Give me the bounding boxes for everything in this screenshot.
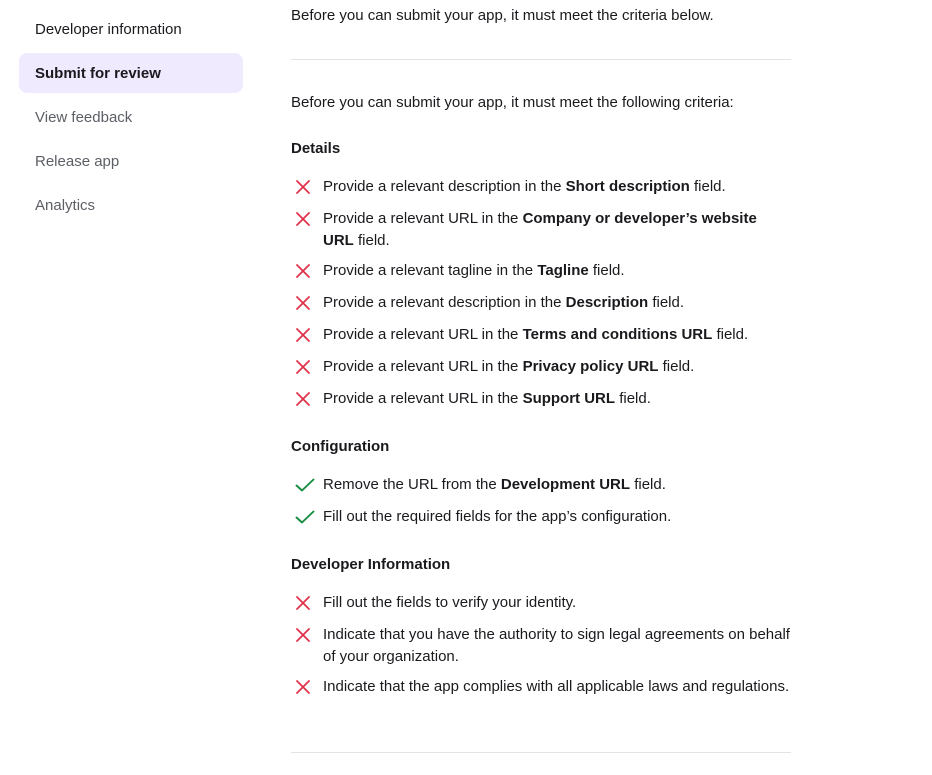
criteria-item-text [323,260,791,282]
x-icon [295,176,323,198]
criteria-item-text [323,292,791,314]
sidebar-item-label: Release app [35,152,120,170]
criteria-item-text [323,474,791,496]
x-icon [295,260,323,282]
criteria-text-pre: Provide a relevant URL in the [323,358,523,375]
criteria-field-name: Tagline [537,262,589,279]
criteria-text-pre: Provide a relevant URL in the [323,390,523,407]
criteria-item [291,676,791,698]
criteria-field-name: Short description [565,178,690,195]
sidebar-item-label: Developer information [35,20,182,38]
criteria-item-text [323,324,791,346]
criteria-item-text [323,592,791,614]
sidebar-item-label: Submit for review [35,64,161,82]
criteria-item [291,506,791,528]
criteria-text-pre: Provide a relevant description in the [323,294,566,311]
criteria-field-name: Company or developer’s website URL [323,210,757,249]
criteria-text-post: field. [712,326,749,343]
criteria-intro-text: Before you can submit your app, it must meet the following criteria: [291,94,734,111]
sidebar [19,9,243,229]
x-icon [295,208,323,230]
criteria-text-pre: Provide a relevant URL in the [323,326,523,343]
criteria-item [291,324,791,346]
criteria-text-post: field. [353,232,390,249]
criteria-field-name: Development URL [500,476,631,493]
criteria-field-name: Support URL [522,390,616,407]
criteria-text-pre: Fill out the required fields for the app’s configuration. [323,508,672,525]
criteria-item-text [323,176,791,198]
sidebar-item-view-feedback[interactable] [19,97,243,137]
criteria-item [291,592,791,614]
x-icon [295,292,323,314]
criteria-text-pre: Indicate that you have the authority to sign legal agreements on behalf of your organization. [323,626,790,665]
criteria-text-post: field. [630,476,666,493]
criteria-text-pre: Fill out the fields to verify your identity. [323,594,577,611]
section-title-details: Details [291,140,341,157]
check-icon [295,474,323,496]
criteria-item [291,292,791,314]
sidebar-item-analytics[interactable] [19,185,243,225]
criteria-item-text [323,388,791,410]
criteria-text-post: field. [615,390,651,407]
criteria-text-pre: Provide a relevant tagline in the [323,262,538,279]
criteria-text-post: field. [588,262,625,279]
criteria-text-pre: Provide a relevant description in the [323,178,566,195]
x-icon [295,592,323,614]
criteria-item [291,624,791,668]
section-title-configuration: Configuration [291,438,390,455]
divider [291,752,791,753]
criteria-item [291,208,791,252]
criteria-item-text [323,624,791,668]
criteria-text-post: field. [689,178,726,195]
criteria-item [291,356,791,378]
criteria-text-post: field. [648,294,685,311]
criteria-item [291,388,791,410]
criteria-item [291,474,791,496]
criteria-text-pre: Remove the URL from the [323,476,501,493]
criteria-field-name: Privacy policy URL [522,358,659,375]
criteria-item [291,176,791,198]
criteria-item [291,260,791,282]
criteria-item-text [323,676,791,698]
x-icon [295,388,323,410]
sidebar-item-label: View feedback [35,108,133,126]
x-icon [295,324,323,346]
sidebar-item-release-app[interactable] [19,141,243,181]
intro-text: Before you can submit your app, it must meet the criteria below. [291,7,714,24]
x-icon [295,676,323,698]
sidebar-item-label: Analytics [35,196,96,214]
x-icon [295,356,323,378]
sidebar-item-developer-information[interactable] [19,9,243,49]
criteria-field-name: Terms and conditions URL [522,326,713,343]
criteria-field-name: Description [565,294,649,311]
check-icon [295,506,323,528]
divider [291,59,791,60]
sidebar-item-submit-for-review[interactable] [19,53,243,93]
x-icon [295,624,323,646]
criteria-text-pre: Indicate that the app complies with all applicable laws and regulations. [323,678,790,695]
criteria-text-post: field. [658,358,695,375]
criteria-item-text [323,506,791,528]
section-title-developer-information: Developer Information [291,556,451,573]
criteria-item-text [323,356,791,378]
criteria-text-pre: Provide a relevant URL in the [323,210,523,227]
criteria-item-text [323,208,791,252]
